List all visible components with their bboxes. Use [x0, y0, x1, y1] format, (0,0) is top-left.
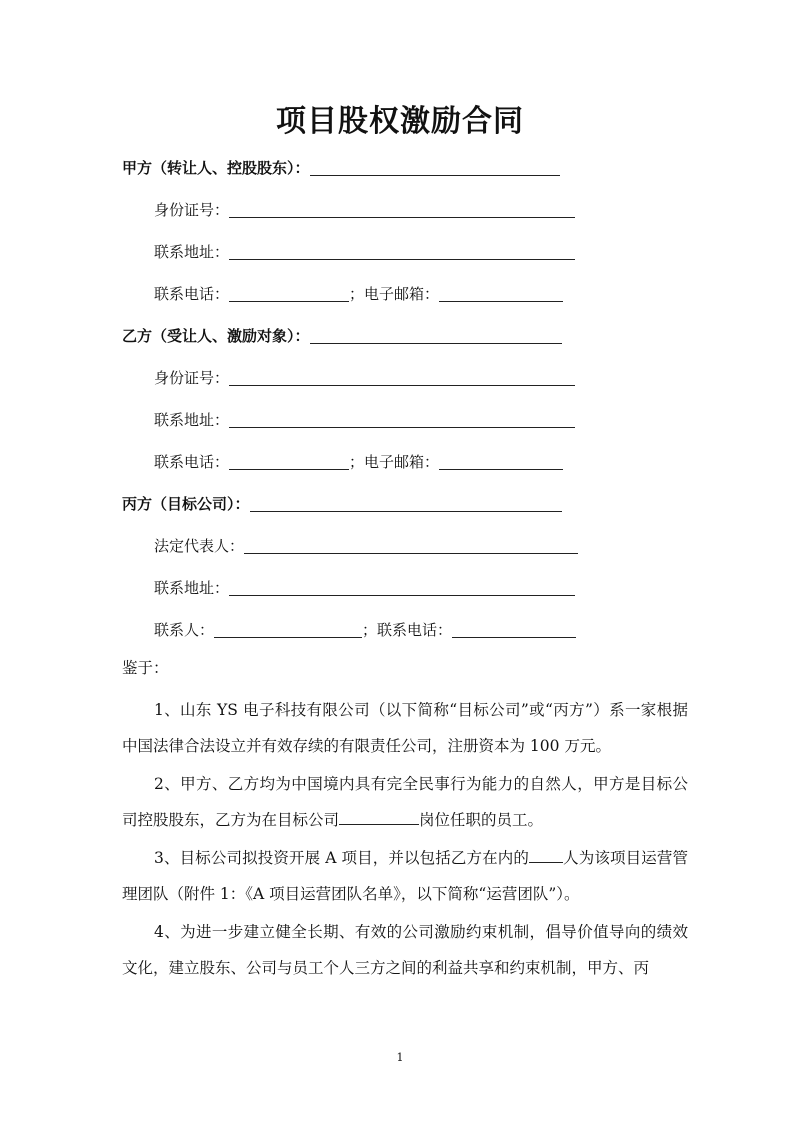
party-a-id-row — [154, 196, 575, 220]
party-b-email-label: ；电子邮箱： — [349, 453, 440, 471]
party-a-address-field[interactable] — [229, 258, 575, 260]
party-b-address-field[interactable] — [229, 426, 575, 428]
recital-paragraph-1: 1、山东 YS 电子科技有限公司（以下简称“目标公司”或“丙方”）系一家根据中国法律合法设立并有效存续的有限责任公司，注册资本为 100 万元。 — [122, 701, 688, 755]
party-b-header: 乙方（受让人、激励对象）： — [122, 327, 310, 345]
party-a-id-label: 身份证号： — [154, 201, 230, 219]
party-c-contact-field[interactable] — [214, 636, 362, 638]
document-title: 项目股权激励合同 — [276, 104, 524, 139]
party-c-phone-label: ；联系电话： — [362, 621, 453, 639]
recital-paragraph-4: 4、为进一步建立健全长期、有效的公司激励约束机制，倡导价值导向的绩效文化，建立股东、公司与员工个人三方之间的利益共享和约束机制，甲方、丙 — [122, 923, 688, 977]
party-a-address-row — [154, 238, 575, 262]
party-b-phone-field[interactable] — [229, 468, 349, 470]
party-b-id-field[interactable] — [229, 384, 575, 386]
party-c-header: 丙方（目标公司）： — [122, 495, 250, 513]
party-b-id-label: 身份证号： — [154, 369, 230, 387]
party-c-address-field[interactable] — [229, 594, 575, 596]
recital-paragraph-3 — [122, 840, 688, 912]
party-b-name-field[interactable] — [310, 342, 562, 344]
party-a-phone-label: 联系电话： — [154, 285, 230, 303]
party-a-name-field[interactable] — [310, 174, 560, 176]
party-a-contact-row — [154, 280, 563, 304]
page-number: 1 — [396, 1051, 404, 1064]
party-a-header-row — [122, 154, 560, 178]
recital-3-count-blank[interactable] — [529, 861, 563, 863]
party-b-id-row — [154, 364, 575, 388]
recital-3-text-before: 3、目标公司拟投资开展 A 项目，并以包括乙方在内的 — [154, 849, 529, 867]
party-a-id-field[interactable] — [229, 216, 575, 218]
party-a-phone-field[interactable] — [229, 300, 349, 302]
recital-3-text-after: 人为该项目运营管理团队（附件 1：《A 项目运营团队名单》，以下简称“运营团队”）。 — [122, 849, 688, 903]
party-b-header-row — [122, 322, 562, 346]
party-c-rep-field[interactable] — [244, 552, 578, 554]
party-c-address-row — [154, 574, 575, 598]
party-c-phone-field[interactable] — [452, 636, 576, 638]
party-c-address-label: 联系地址： — [154, 579, 230, 597]
recital-2-text-after: 岗位任职的员工。 — [419, 811, 544, 829]
party-c-contact-label: 联系人： — [154, 621, 215, 639]
recital-2-text-before: 2、甲方、乙方均为中国境内具有完全民事行为能力的自然人，甲方是目标公司控股股东，乙方为在目标公司 — [122, 775, 688, 829]
recitals-intro: 鉴于： — [122, 659, 169, 677]
party-a-email-field[interactable] — [439, 300, 563, 302]
party-b-phone-label: 联系电话： — [154, 453, 230, 471]
recital-paragraph-2 — [122, 766, 688, 838]
party-a-address-label: 联系地址： — [154, 243, 230, 261]
party-c-contact-row — [154, 616, 576, 640]
party-b-email-field[interactable] — [439, 468, 563, 470]
party-c-rep-label: 法定代表人： — [154, 537, 245, 555]
party-b-address-label: 联系地址： — [154, 411, 230, 429]
recital-2-position-blank[interactable] — [339, 823, 419, 825]
party-a-header: 甲方（转让人、控股股东）： — [122, 159, 310, 177]
party-c-header-row — [122, 490, 562, 514]
party-b-address-row — [154, 406, 575, 430]
party-c-rep-row — [154, 532, 578, 556]
party-a-email-label: ；电子邮箱： — [349, 285, 440, 303]
party-c-name-field[interactable] — [250, 510, 562, 512]
party-b-contact-row — [154, 448, 563, 472]
